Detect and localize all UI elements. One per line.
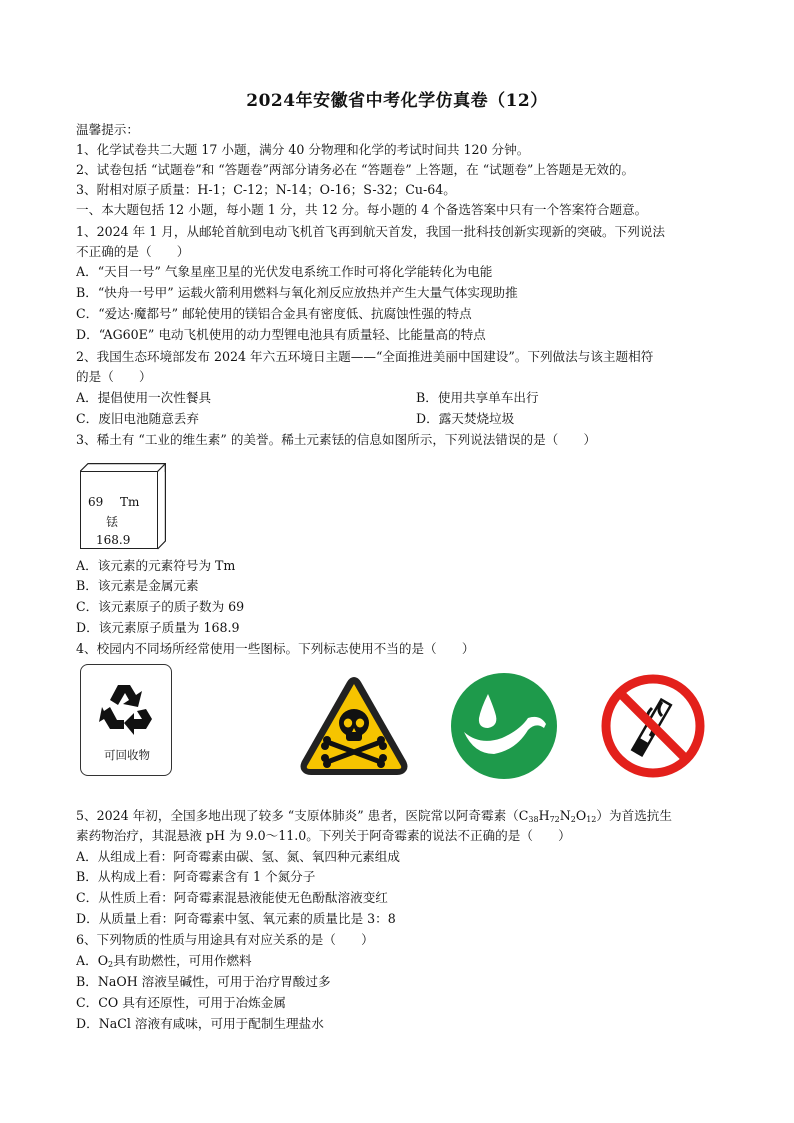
q5-option-a: A．从组成上看：阿奇霉素由碳、氢、氮、氧四种元素组成 xyxy=(76,849,400,864)
notice-item-3: 3、附相对原子质量：H-1；C-12；N-14；O-16；S-32；Cu-64。 xyxy=(76,182,456,197)
element-atomic-mass: 168.9 xyxy=(96,533,131,547)
q3-option-a: A．该元素的元素符号为 Tm xyxy=(76,558,236,573)
q6-stem: 6、下列物质的性质与用途具有对应关系的是（ ） xyxy=(76,932,374,947)
q4-stem: 4、校园内不同场所经常使用一些图标。下列标志使用不当的是（ ） xyxy=(76,641,475,656)
q3-option-b: B．该元素是金属元素 xyxy=(76,578,199,593)
q2-option-d: D．露天焚烧垃圾 xyxy=(416,411,515,426)
q1-option-a: A．“天目一号” 气象星座卫星的光伏发电系统工作时可将化学能转化为电能 xyxy=(76,264,493,279)
q1-stem-line2: 不正确的是（ ） xyxy=(76,244,190,259)
no-smoking-icon xyxy=(600,672,706,780)
q2-stem-line2: 的是（ ） xyxy=(76,369,152,384)
q5-stem-prefix: 5、2024 年初，全国多地出现了较多 “支原体肺炎” 患者，医院常以阿奇霉素（ xyxy=(76,808,519,823)
q2-option-a: A．提倡使用一次性餐具 xyxy=(76,390,212,405)
q1-option-b: B．“快舟一号甲” 运载火箭利用燃料与氧化剂反应放热并产生大量气体实现助推 xyxy=(76,285,518,300)
q5-option-d: D．从质量上看：阿奇霉素中氢、氧元素的质量比是 3：8 xyxy=(76,911,396,926)
page-title: 2024年安徽省中考化学仿真卷（12） xyxy=(246,91,548,111)
q6-option-c: C．CO 具有还原性，可用于冶炼金属 xyxy=(76,995,286,1010)
q5-stem-line2: 素药物治疗，其混悬液 pH 为 9.0～11.0。下列关于阿奇霉素的说法不正确的是（ ） xyxy=(76,828,571,843)
section-heading: 一、本大题包括 12 小题，每小题 1 分，共 12 分。每小题的 4 个备选答案中只有一个答案符合题意。 xyxy=(76,202,648,217)
q6-option-b: B．NaOH 溶液呈碱性，可用于治疗胃酸过多 xyxy=(76,974,331,989)
recycle-sign xyxy=(80,664,172,776)
recycle-label: 可回收物 xyxy=(104,748,150,762)
q2-stem-line1: 2、我国生态环境部发布 2024 年六五环境日主题——“全面推进美丽中国建设”。下列做法与该主题相符 xyxy=(76,349,654,364)
recycle-icon xyxy=(96,677,156,737)
element-symbol: Tm xyxy=(120,495,140,509)
element-card xyxy=(80,463,166,549)
q2-option-c: C．废旧电池随意丢弃 xyxy=(76,411,199,426)
q6-option-a: A．$O_2$具有助燃性，可用作燃料 xyxy=(76,953,252,969)
notice-heading: 温馨提示： xyxy=(76,122,139,137)
element-name: 铥 xyxy=(106,515,119,529)
q5-option-c: C．从性质上看：阿奇霉素混悬液能使无色酚酞溶液变红 xyxy=(76,890,388,905)
element-atomic-number: 69 xyxy=(88,495,104,509)
q5-formula: $C_{38}H_{72}N_2O_{12}$ xyxy=(518,808,597,824)
q3-option-d: D．该元素原子质量为 168.9 xyxy=(76,620,240,635)
element-card-side-edge xyxy=(157,463,166,550)
q2-option-b: B．使用共享单车出行 xyxy=(416,390,539,405)
q6-option-d: D．NaCl 溶液有咸味，可用于配制生理盐水 xyxy=(76,1016,324,1031)
q1-option-d: D．“AG60E” 电动飞机使用的动力型锂电池具有质量轻、比能量高的特点 xyxy=(76,327,486,342)
water-saving-icon xyxy=(450,672,558,780)
notice-item-2: 2、试卷包括 “试题卷”和 “答题卷”两部分请务必在 “答题卷” 上答题，在 “试题卷”上答题是无效的。 xyxy=(76,162,635,177)
q5-stem-suffix: ）为首选抗生 xyxy=(596,808,672,823)
q2-options-row2 xyxy=(76,409,726,429)
q3-option-c: C．该元素原子的质子数为 69 xyxy=(76,599,245,614)
notice-item-1: 1、化学试卷共二大题 17 小题，满分 40 分物理和化学的考试时间共 120 分钟。 xyxy=(76,142,530,157)
toxic-warning-icon xyxy=(298,673,410,777)
q5-option-b: B．从构成上看：阿奇霉素含有 1 个氮分子 xyxy=(76,869,316,884)
q3-stem: 3、稀土有 “工业的维生素” 的美誉。稀土元素铥的信息如图所示，下列说法错误的是（ ） xyxy=(76,432,597,447)
q1-stem-line1: 1、2024 年 1 月，从邮轮首航到电动飞机首飞再到航天首发，我国一批科技创新实现新的突破。下列说法 xyxy=(76,224,666,239)
q2-options-row1 xyxy=(76,388,726,408)
q1-option-c: C．“爱达·魔都号” 邮轮使用的镁铝合金具有密度低、抗腐蚀性强的特点 xyxy=(76,306,472,321)
